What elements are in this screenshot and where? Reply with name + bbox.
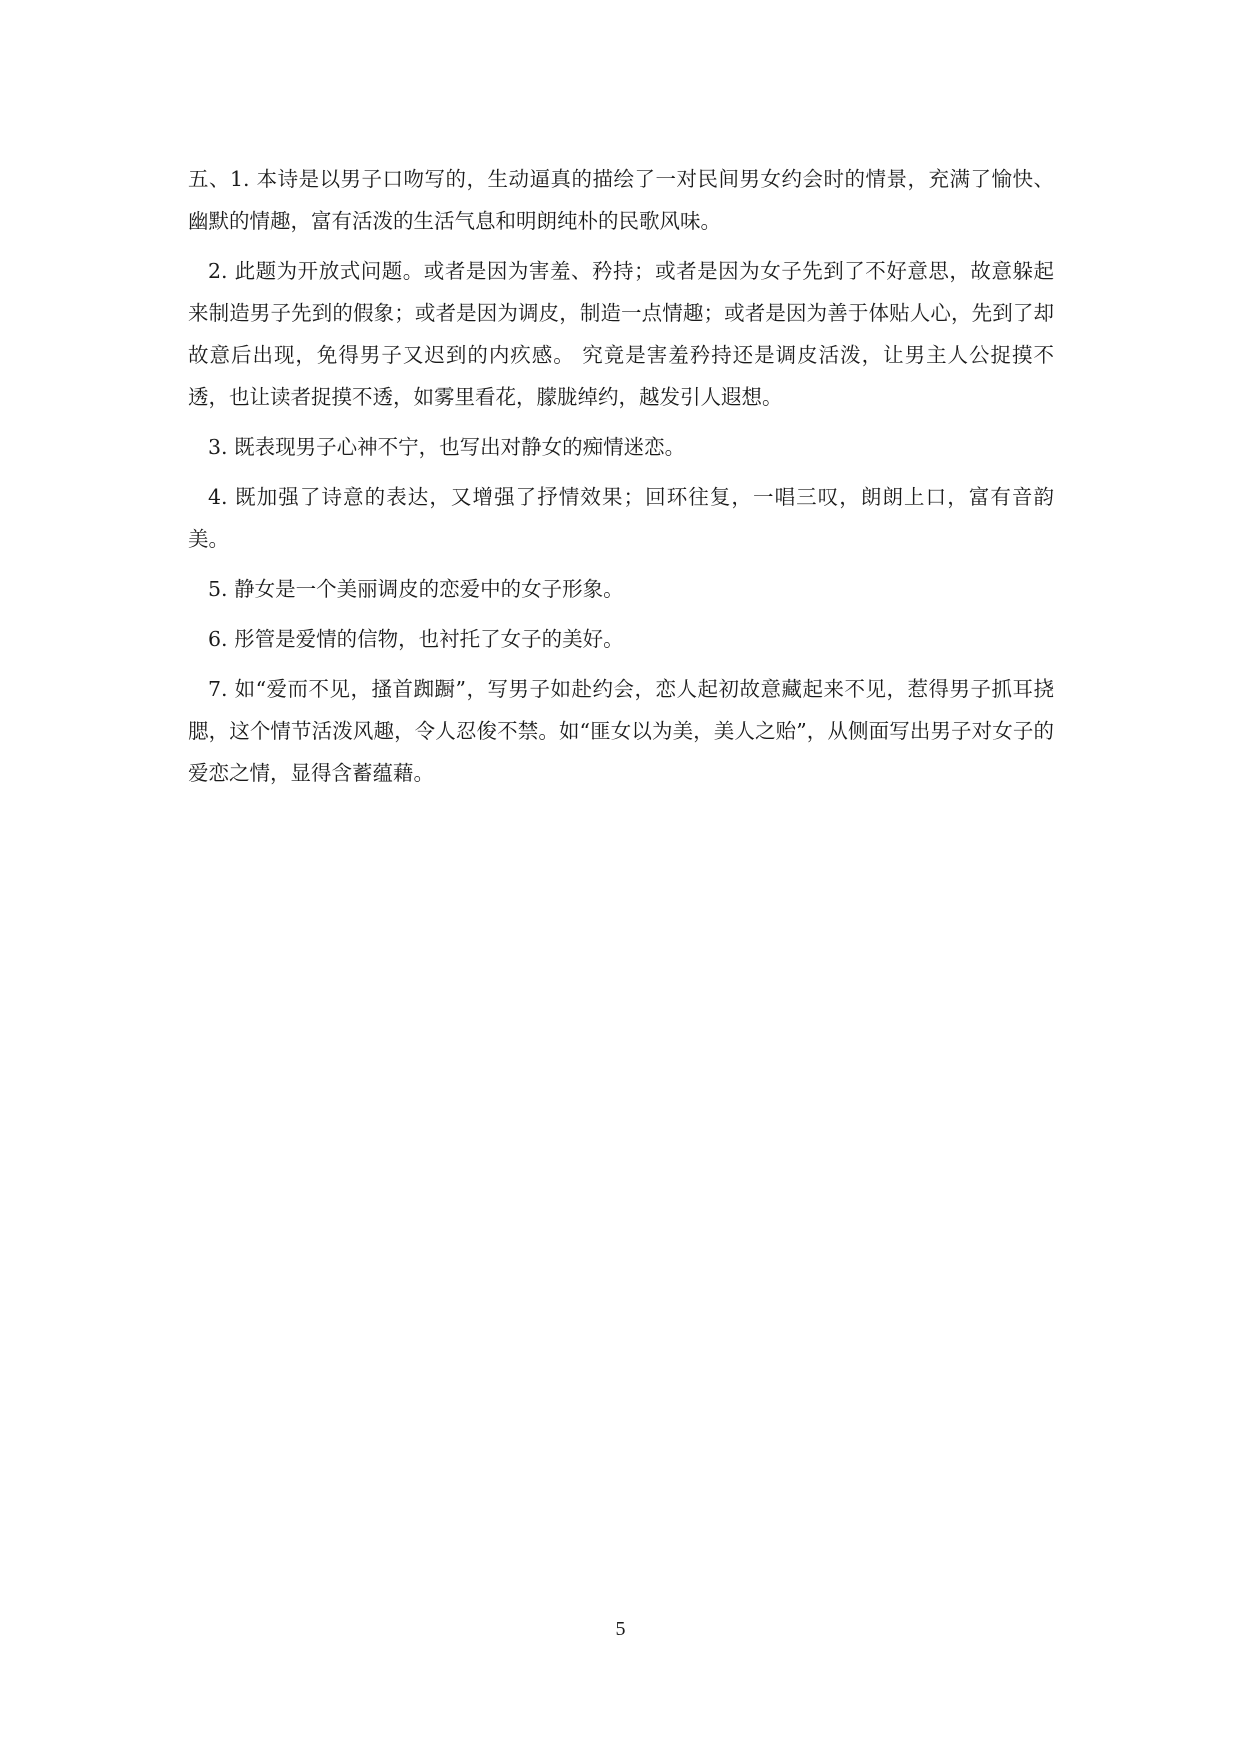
answer-paragraph-3: 3. 既表现男子心神不宁，也写出对静女的痴情迷恋。: [208, 435, 686, 459]
answer-paragraph-2: 2. 此题为开放式问题。或者是因为害羞、矜持；或者是因为女子先到了不好意思，故意躲起来制造男子先到的假象；或者是因为调皮，制造一点情趣；或者是因为善于体贴人心，先到了却故意后出现，免得男子又迟到的内疚感。 究竟是害羞矜持还是调皮活泼，让男主人公捉摸不透，也让读者捉摸不透，如雾里看花，朦胧绰约，越发引人遐想。: [188, 259, 1054, 409]
answer-paragraph-4: 4. 既加强了诗意的表达，又增强了抒情效果；回环往复，一唱三叹，朗朗上口，富有音韵美。: [188, 485, 1054, 551]
answer-paragraph-7: 7. 如“爱而不见，搔首踟蹰”，写男子如赴约会，恋人起初故意藏起来不见，惹得男子抓耳挠腮，这个情节活泼风趣，令人忍俊不禁。如“匪女以为美，美人之贻”，从侧面写出男子对女子的爱恋之情，显得含蓄蕴藉。: [188, 677, 1054, 785]
answer-paragraph-1: 五、1. 本诗是以男子口吻写的，生动逼真的描绘了一对民间男女约会时的情景，充满了愉快、幽默的情趣，富有活泼的生活气息和明朗纯朴的民歌风味。: [188, 167, 1054, 233]
answer-paragraph-5: 5. 静女是一个美丽调皮的恋爱中的女子形象。: [208, 577, 624, 601]
answer-paragraph-6: 6. 彤管是爱情的信物，也衬托了女子的美好。: [208, 627, 624, 651]
answer-text-block: [188, 158, 1054, 802]
page-number: 5: [615, 1618, 626, 1640]
